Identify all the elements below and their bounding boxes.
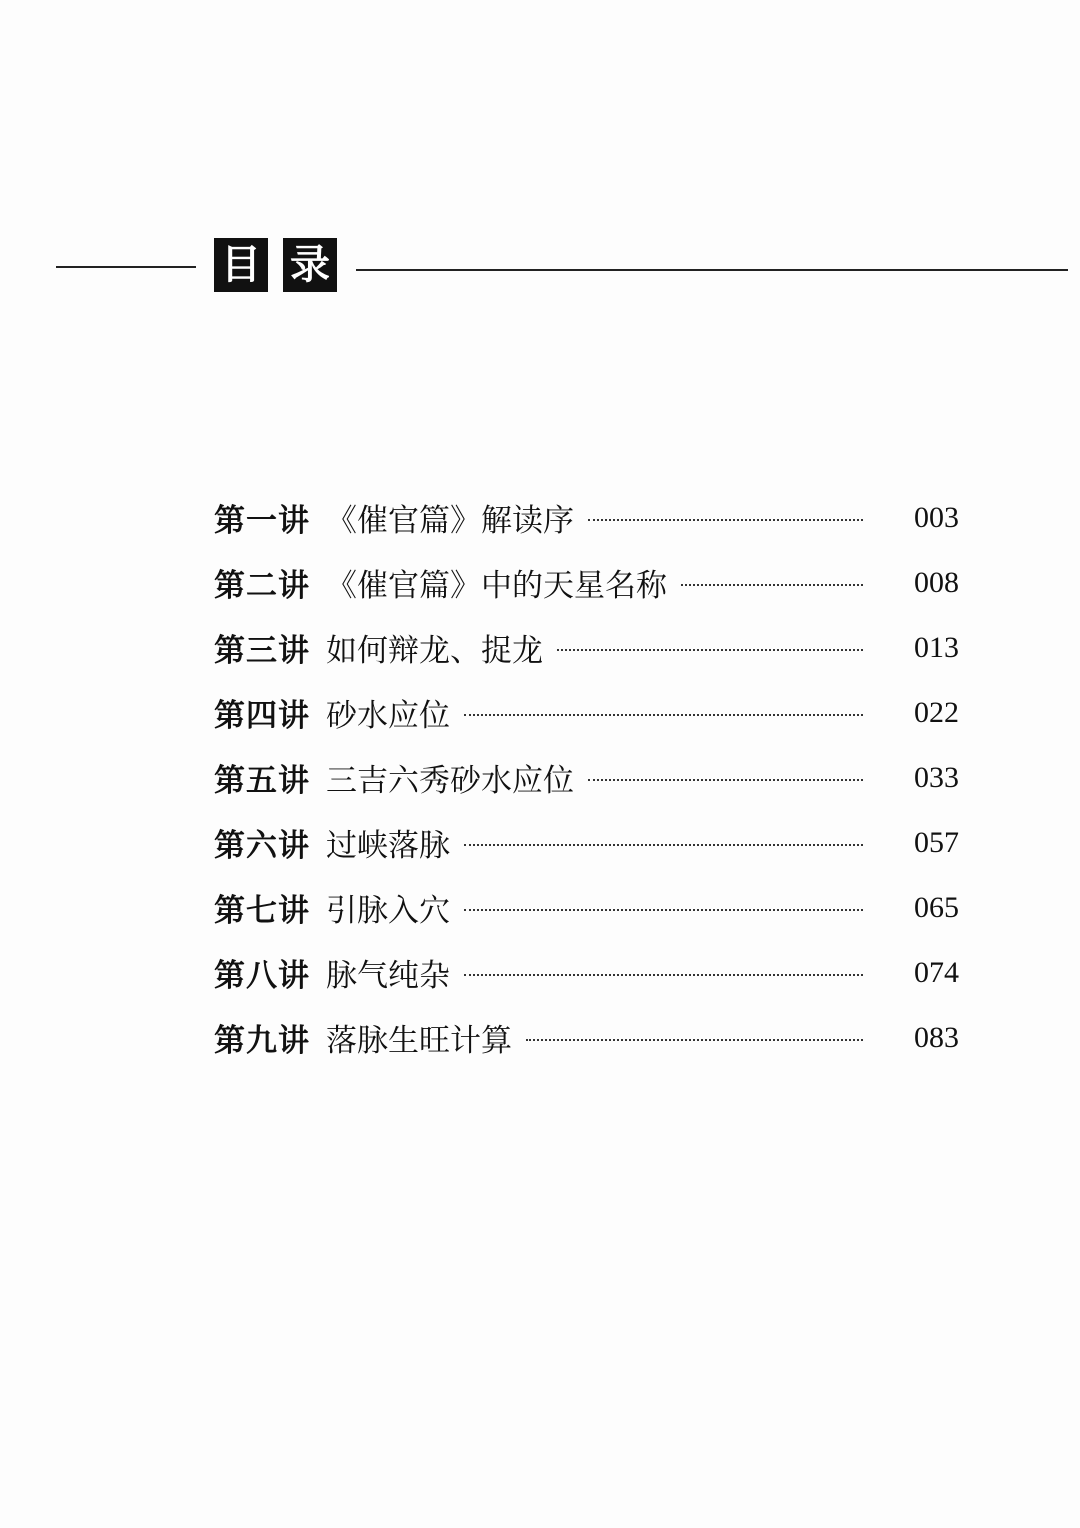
chapter-number: 第三讲 — [214, 633, 310, 669]
dot-leader — [464, 714, 863, 716]
chapter-title: 三吉六秀砂水应位 — [326, 763, 574, 799]
dot-leader — [557, 649, 863, 651]
page-number: 033 — [914, 760, 959, 794]
toc-entry[interactable] — [214, 485, 959, 550]
chapter-title: 砂水应位 — [326, 698, 450, 734]
toc-entry[interactable] — [214, 680, 959, 745]
chapter-title: 引脉入穴 — [326, 893, 450, 929]
dot-leader — [464, 909, 863, 911]
page-number: 013 — [914, 630, 959, 664]
chapter-title: 过峡落脉 — [326, 828, 450, 864]
chapter-number: 第六讲 — [214, 828, 310, 864]
dot-leader — [526, 1039, 863, 1041]
toc-entry[interactable] — [214, 810, 959, 875]
toc-entry[interactable] — [214, 550, 959, 615]
chapter-title: 《催官篇》中的天星名称 — [326, 568, 667, 604]
chapter-title: 落脉生旺计算 — [326, 1023, 512, 1059]
dot-leader — [588, 519, 863, 521]
page-number: 083 — [914, 1020, 959, 1054]
dot-leader — [464, 844, 863, 846]
heading-rule-right — [356, 269, 1068, 271]
page-number: 003 — [914, 500, 959, 534]
toc-entry[interactable] — [214, 615, 959, 680]
page-number: 057 — [914, 825, 959, 859]
dot-leader — [464, 974, 863, 976]
chapter-number: 第八讲 — [214, 958, 310, 994]
heading-char-box: 目 — [214, 238, 268, 292]
page-number: 008 — [914, 565, 959, 599]
table-of-contents — [214, 485, 959, 1070]
heading-rule-left — [56, 266, 196, 268]
toc-heading — [0, 236, 1080, 296]
page-number: 074 — [914, 955, 959, 989]
toc-entry[interactable] — [214, 745, 959, 810]
page-number: 065 — [914, 890, 959, 924]
dot-leader — [588, 779, 863, 781]
chapter-number: 第五讲 — [214, 763, 310, 799]
heading-char-box: 录 — [283, 238, 337, 292]
chapter-number: 第二讲 — [214, 568, 310, 604]
chapter-number: 第九讲 — [214, 1023, 310, 1059]
dot-leader — [681, 584, 863, 586]
page-number: 022 — [914, 695, 959, 729]
chapter-title: 脉气纯杂 — [326, 958, 450, 994]
toc-entry[interactable] — [214, 1005, 959, 1070]
toc-entry[interactable] — [214, 940, 959, 1005]
chapter-title: 《催官篇》解读序 — [326, 503, 574, 539]
chapter-number: 第一讲 — [214, 503, 310, 539]
chapter-number: 第七讲 — [214, 893, 310, 929]
toc-entry[interactable] — [214, 875, 959, 940]
chapter-number: 第四讲 — [214, 698, 310, 734]
chapter-title: 如何辩龙、捉龙 — [326, 633, 543, 669]
